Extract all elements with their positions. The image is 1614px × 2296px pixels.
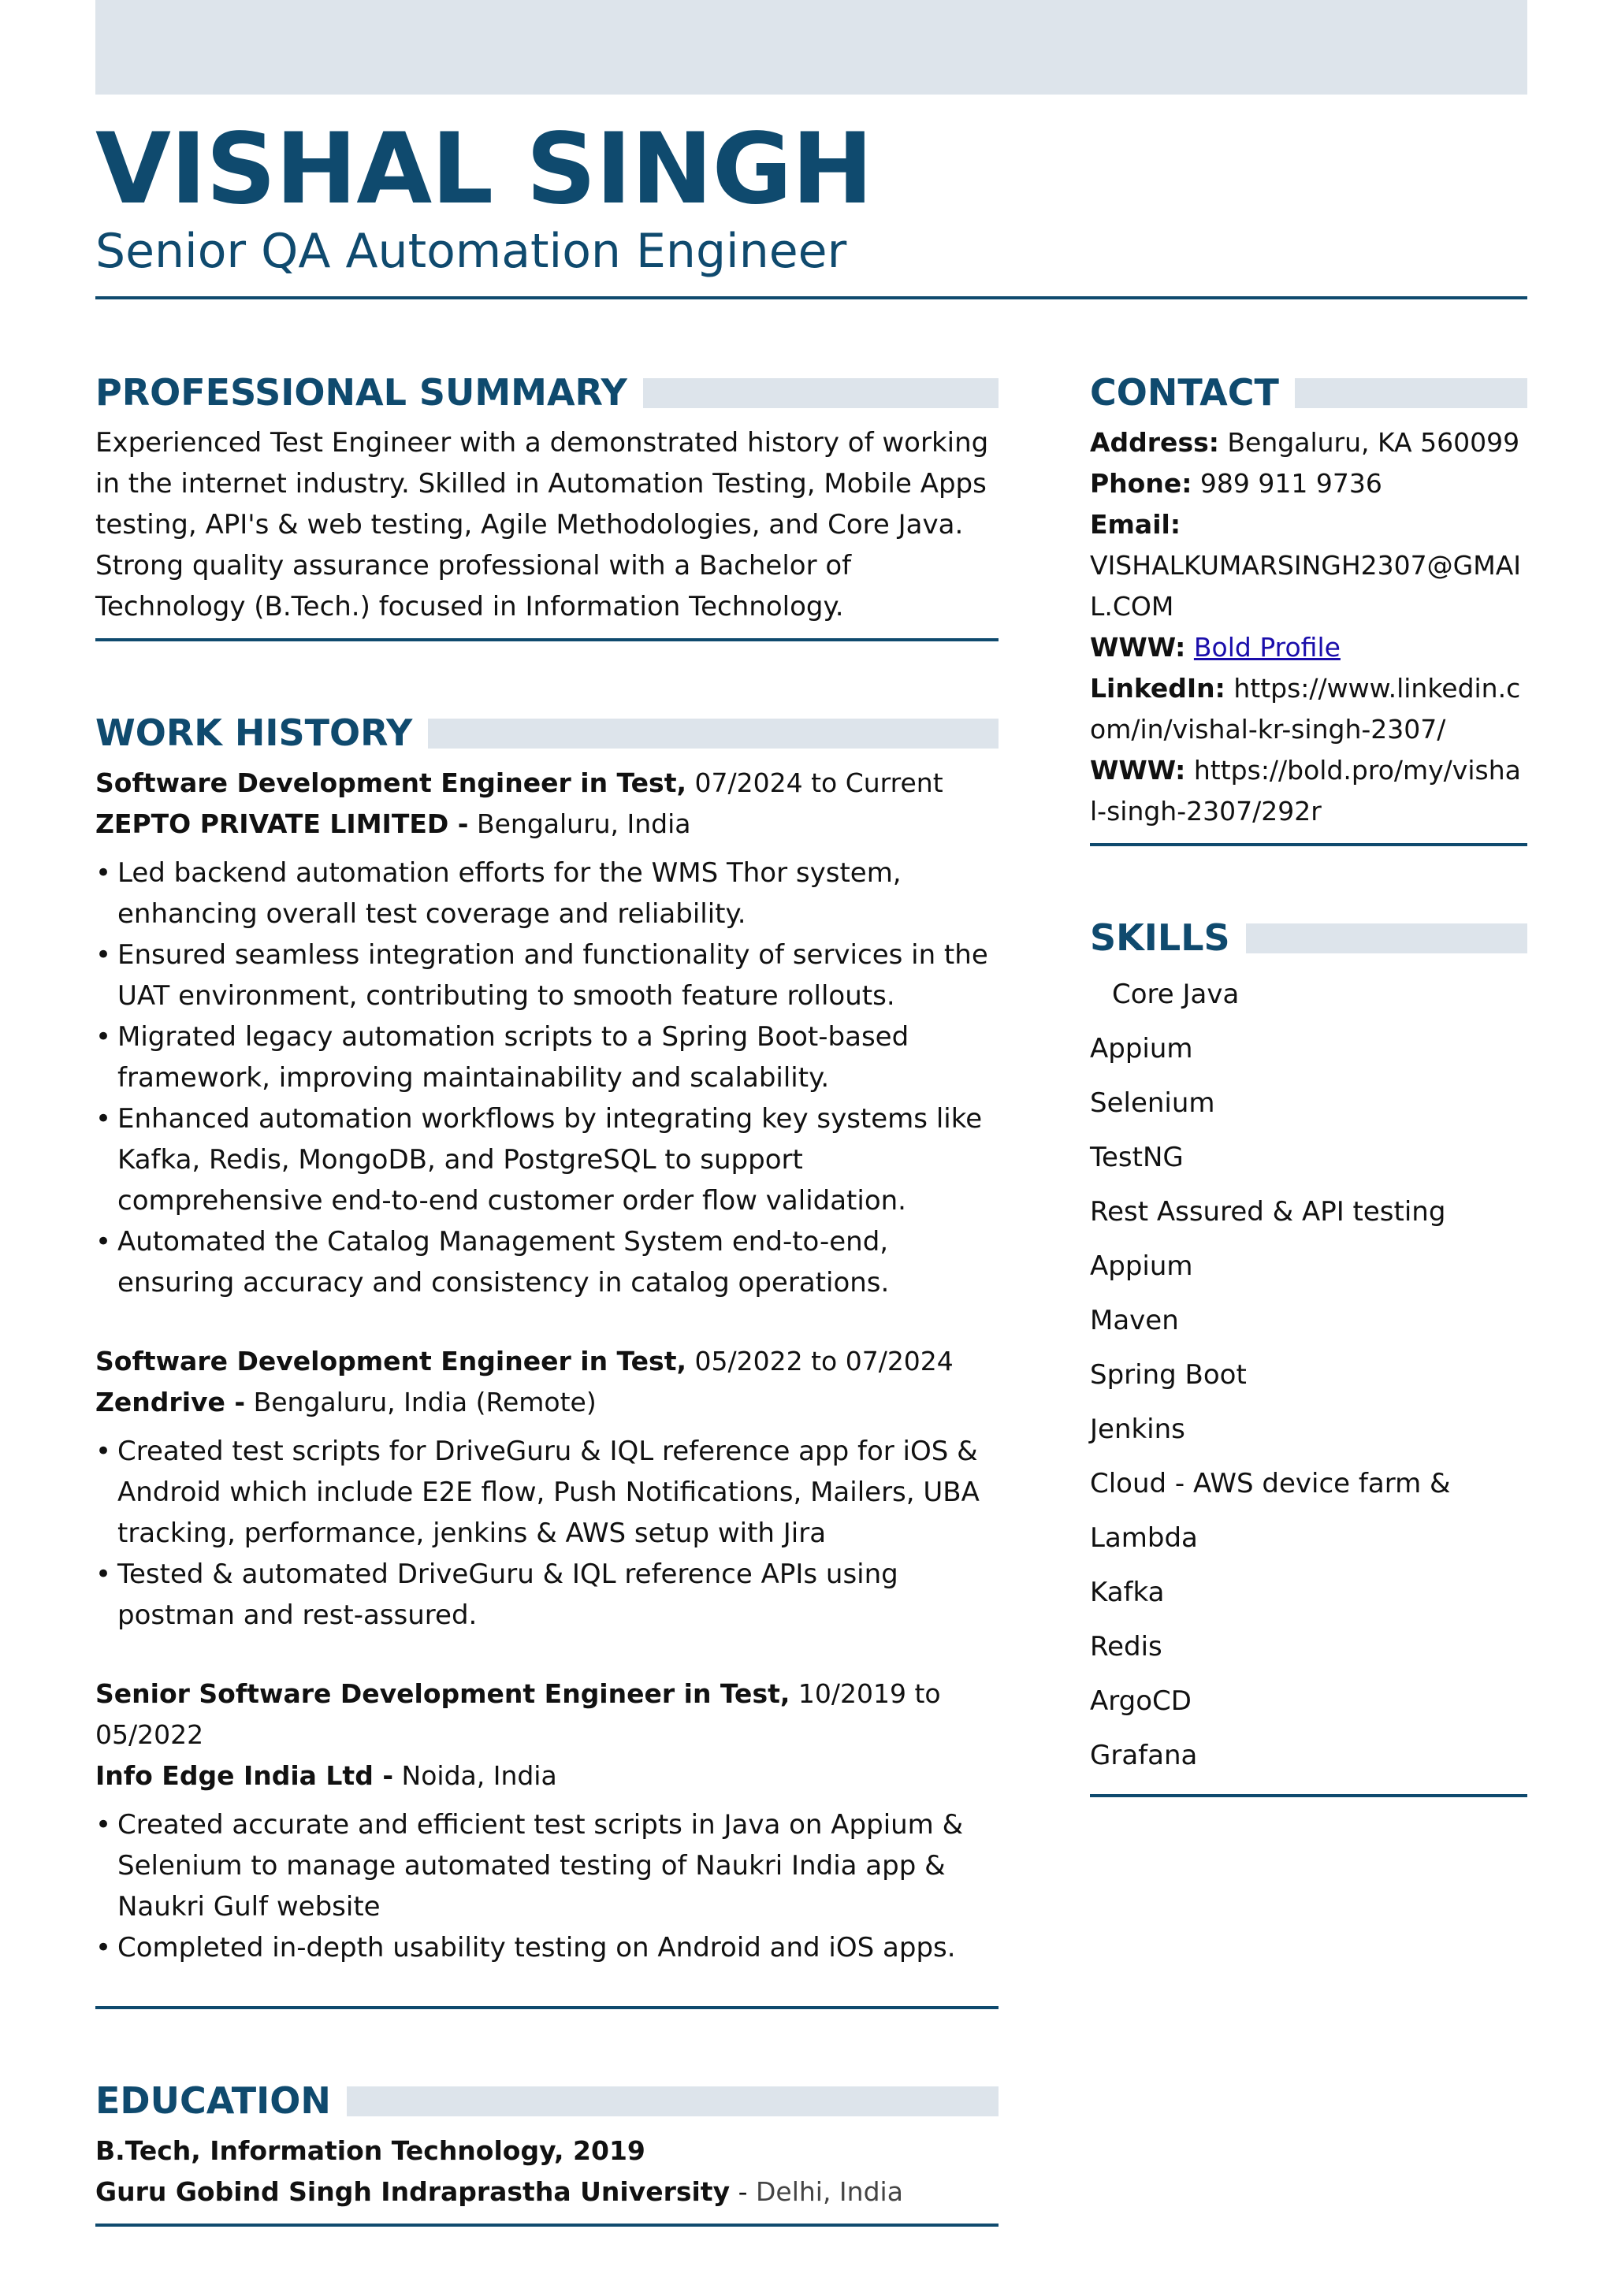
- heading-bar: [643, 378, 999, 408]
- linkedin-value: https://www.linkedin.com/in/vishal-kr-singh-2307/: [1090, 673, 1521, 745]
- education-degree: B.Tech, Information Technology, 2019: [95, 2135, 645, 2166]
- contact-phone: [1090, 463, 1527, 504]
- job-role-line: [95, 1341, 999, 1382]
- header-divider: [95, 296, 1527, 299]
- bullet-item: • Migrated legacy automation scripts to a Spring Boot-based framework, improving maintainability and scalability.: [95, 1016, 999, 1098]
- section-divider: [95, 2006, 999, 2009]
- education-section: [95, 2079, 999, 2227]
- job-company: ZEPTO PRIVATE LIMITED -: [95, 808, 469, 839]
- email-value: VISHALKUMARSINGH2307@GMAIL.COM: [1090, 550, 1521, 622]
- job-entry: [95, 1341, 999, 1636]
- work-heading-row: [95, 711, 999, 755]
- summary-heading-row: [95, 370, 999, 414]
- bold-profile-link[interactable]: Bold Profile: [1193, 632, 1341, 663]
- bullet-item: • Automated the Catalog Management System end-to-end, ensuring accuracy and consistency in catalog operations.: [95, 1221, 999, 1303]
- candidate-title: Senior QA Automation Engineer: [95, 224, 847, 279]
- bullet-item: • Led backend automation efforts for the WMS Thor system, enhancing overall test coverage and reliability.: [95, 853, 999, 934]
- job-company: Info Edge India Ltd -: [95, 1760, 394, 1791]
- skill-item: Maven: [1090, 1305, 1179, 1336]
- skill-item: Core Java: [1112, 979, 1240, 1010]
- education-heading: EDUCATION: [95, 2079, 331, 2122]
- contact-www-url: [1090, 750, 1527, 832]
- skills-heading-row: [1090, 916, 1527, 960]
- phone-value: 989 911 9736: [1192, 468, 1382, 499]
- education-separator: -: [730, 2176, 756, 2207]
- job-role: Software Development Engineer in Test,: [95, 767, 687, 798]
- contact-linkedin: [1090, 668, 1527, 750]
- job-entry: [95, 763, 999, 1303]
- section-divider: [95, 2224, 999, 2227]
- education-school: Guru Gobind Singh Indraprastha University: [95, 2176, 731, 2207]
- skill-item: Redis: [1090, 1631, 1162, 1663]
- job-dates: 05/2022 to 07/2024: [686, 1346, 954, 1376]
- summary-text: Experienced Test Engineer with a demonstrated history of working in the internet industry. Skilled in Automation Testing, Mobile Apps testing, API's & web testing, Agile Methodologies, and Core Java. Strong quality assurance professional with a Bachelor of Technology (B.Tech.) focused in Information Technology.: [95, 427, 989, 622]
- job-company-line: [95, 1382, 999, 1423]
- job-company: Zendrive -: [95, 1387, 246, 1417]
- bullet-item: • Created test scripts for DriveGuru & IQL reference app for iOS & Android which include E2E flow, Push Notifications, Mailers, UBA tracking, performance, jenkins & AWS setup with Jira: [95, 1431, 999, 1554]
- skills-list: [1090, 968, 1527, 1783]
- job-bullets: [95, 853, 999, 1303]
- section-divider: [1090, 1794, 1527, 1797]
- linkedin-label: LinkedIn:: [1090, 673, 1225, 704]
- job-role: Software Development Engineer in Test,: [95, 1346, 687, 1376]
- skills-heading: SKILLS: [1090, 916, 1230, 959]
- bullet-item: • Created accurate and efficient test scripts in Java on Appium & Selenium to manage automated testing of Naukri India app & Naukri Gulf website: [95, 1804, 999, 1927]
- heading-bar: [347, 2086, 999, 2116]
- skill-item: Kafka: [1090, 1577, 1165, 1608]
- education-location: Delhi, India: [755, 2176, 903, 2207]
- job-dates: 10/2019 to 05/2022: [95, 1678, 941, 1750]
- skill-item: Rest Assured & API testing: [1090, 1196, 1446, 1228]
- contact-heading-row: [1090, 370, 1527, 414]
- bullet-item: • Tested & automated DriveGuru & IQL reference APIs using postman and rest-assured.: [95, 1554, 999, 1636]
- resume-header: [95, 113, 1527, 279]
- section-divider: [1090, 843, 1527, 846]
- job-location: Bengaluru, India (Remote): [245, 1387, 597, 1417]
- education-school-line: [95, 2172, 999, 2212]
- header-band: [95, 0, 1527, 95]
- job-role-line: [95, 763, 999, 804]
- contact-address: [1090, 422, 1527, 463]
- contact-www-profile: [1090, 627, 1527, 668]
- skill-item: TestNG: [1090, 1142, 1184, 1173]
- summary-section: [95, 370, 999, 641]
- job-bullets: [95, 1804, 999, 1968]
- heading-bar: [428, 719, 999, 749]
- side-column: [1090, 370, 1527, 1867]
- job-company-line: [95, 1755, 999, 1796]
- main-column: [95, 370, 999, 2296]
- www-value: https://bold.pro/my/vishal-singh-2307/292r: [1090, 755, 1521, 827]
- job-role: Senior Software Development Engineer in Test,: [95, 1678, 790, 1709]
- bullet-item: • Enhanced automation workflows by integrating key systems like Kafka, Redis, MongoDB, and PostgreSQL to support comprehensive end-to-end customer order flow validation.: [95, 1098, 999, 1221]
- job-company-line: [95, 804, 999, 845]
- contact-section: [1090, 370, 1527, 846]
- summary-heading: PROFESSIONAL SUMMARY: [95, 371, 627, 414]
- skill-item: ArgoCD: [1090, 1685, 1192, 1717]
- heading-bar: [1295, 378, 1527, 408]
- skill-item: Appium: [1090, 1250, 1193, 1282]
- section-divider: [95, 638, 999, 641]
- job-entry: [95, 1674, 999, 1968]
- address-label: Address:: [1090, 427, 1219, 458]
- job-bullets: [95, 1431, 999, 1636]
- candidate-name: VISHAL SINGH: [95, 113, 873, 226]
- www-label: WWW:: [1090, 755, 1186, 786]
- job-role-line: [95, 1674, 999, 1755]
- education-heading-row: [95, 2079, 999, 2123]
- skill-item: Grafana: [1090, 1740, 1198, 1771]
- www-label: WWW:: [1090, 632, 1186, 663]
- email-label: Email:: [1090, 509, 1181, 540]
- job-location: Noida, India: [393, 1760, 557, 1791]
- bullet-item: • Completed in-depth usability testing on Android and iOS apps.: [95, 1927, 999, 1968]
- skill-item: Appium: [1090, 1033, 1193, 1064]
- skill-item: Spring Boot: [1090, 1359, 1247, 1391]
- heading-bar: [1246, 923, 1527, 953]
- contact-heading: CONTACT: [1090, 371, 1279, 414]
- skills-section: [1090, 916, 1527, 1797]
- skill-item: Selenium: [1090, 1087, 1215, 1119]
- work-history-section: [95, 711, 999, 2009]
- job-location: Bengaluru, India: [468, 808, 691, 839]
- skill-item: Cloud - AWS device farm & Lambda: [1090, 1468, 1451, 1554]
- skill-item: Jenkins: [1090, 1414, 1185, 1445]
- work-heading: WORK HISTORY: [95, 711, 413, 754]
- address-value: Bengaluru, KA 560099: [1218, 427, 1520, 458]
- phone-label: Phone:: [1090, 468, 1192, 499]
- bullet-item: • Ensured seamless integration and functionality of services in the UAT environment, contributing to smooth feature rollouts.: [95, 934, 999, 1016]
- job-dates: 07/2024 to Current: [686, 767, 943, 798]
